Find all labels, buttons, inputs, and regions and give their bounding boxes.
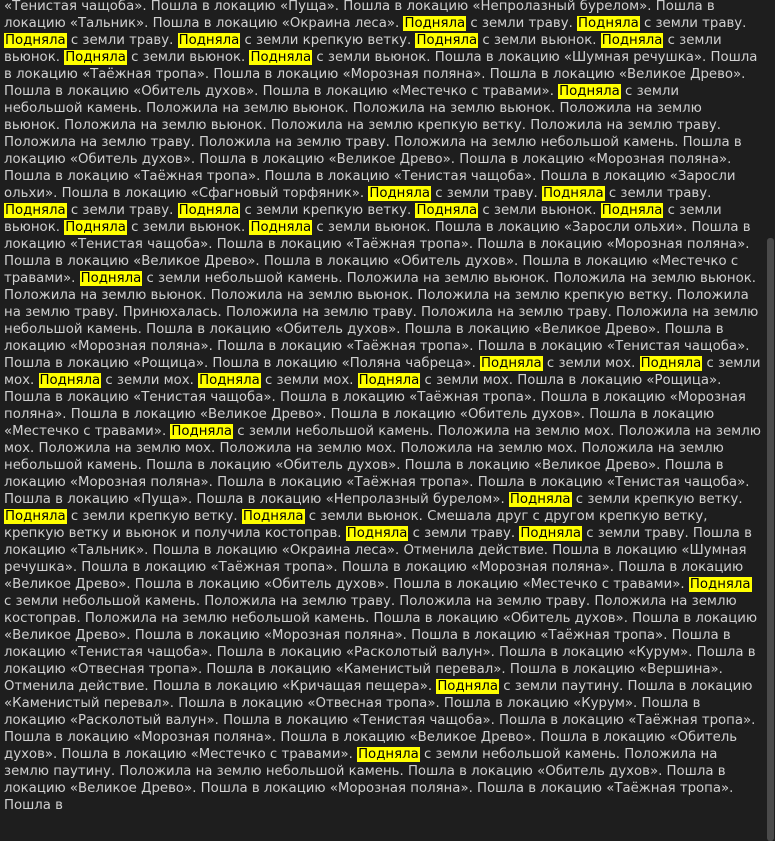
highlighted-keyword: Подняла <box>542 186 604 201</box>
highlighted-keyword: Подняла <box>65 220 126 235</box>
highlighted-keyword: Подняла <box>5 509 66 524</box>
highlighted-keyword: Подняла <box>80 271 142 286</box>
highlighted-keyword: Подняла <box>250 50 312 65</box>
highlighted-keyword: Подняла <box>481 356 542 371</box>
log-text-run: с земли траву. <box>66 33 178 48</box>
log-text-run: с земли небольшой камень. Положила на землю мох. Положила на землю мох. Положила на землю мох. Положила на землю мох. Положила на землю мох. Положила на землю небольшой камень. Пошла в локацию «Обитель духов». Пошла в локацию «Великое Древо». Пошла в локацию «Морозная поляна». Пошла в локацию «Таёжная тропа». Пошла в локацию «Тенистая чащоба». Пошла в локацию «Пуща». Пошла в локацию «Непролазный бурелом». <box>4 424 761 507</box>
highlighted-keyword: Подняла <box>689 577 751 592</box>
log-text-run: с земли траву. Пошла в локацию «Тальник». Пошла в локацию «Окраина леса». Отменила действие. Пошла в локацию «Шумная речушка». Пошла в локацию «Таёжная тропа». Пошла в локацию «Морозная поляна». Пошла в локацию «Великое Древо». Пошла в локацию «Обитель духов». Пошла в локацию «Местечко с травами». <box>4 526 752 592</box>
highlighted-keyword: Подняла <box>346 526 408 541</box>
log-text-run: с земли вьюнок. Пошла в локацию «Шумная речушка». Пошла в локацию «Таёжная тропа». Пошла в локацию «Морозная поляна». Пошла в локацию «Великое Древо». Пошла в локацию «Обитель духов». Пошла в локацию «Местечко с травами». <box>4 50 758 99</box>
log-text-run: с земли небольшой камень. Положила на землю траву. Положила на землю траву. Положила на землю костоправ. Положила на землю небольшой камень. Пошла в локацию «Обитель духов». Пошла в локацию «Великое Древо». Пошла в локацию «Морозная поляна». Пошла в локацию «Таёжная тропа». Пошла в локацию «Тенистая чащоба». Пошла в локацию «Расколотый валун». Пошла в локацию «Курум». Пошла в локацию «Отвесная тропа». Пошла в локацию «Каменистый перевал». Пошла в локацию «Вершина». Отменила действие. Пошла в локацию «Кричащая пещера». <box>4 594 758 694</box>
log-text-run: с земли вьюнок. <box>126 50 250 65</box>
log-text-run: с земли траву. <box>431 186 542 201</box>
log-text-run: с земли крепкую ветку. <box>240 33 416 48</box>
log-text-run: с земли паутину. Пошла в локацию «Каменистый перевал». Пошла в локацию «Отвесная тропа». Пошла в локацию «Курум». Пошла в локацию «Расколотый валун». Пошла в локацию «Тенистая чащоба». Пошла в локацию «Таёжная тропа». Пошла в локацию «Морозная поляна». Пошла в локацию «Великое Древо». Пошла в локацию «Обитель духов». Пошла в локацию «Местечко с травами». <box>4 679 756 762</box>
log-text-run: с земли траву. <box>639 16 747 31</box>
log-text-run: с земли крепкую ветку. <box>571 492 743 507</box>
log-text-run: с земли вьюнок. Смешала друг с другом крепкую ветку, крепкую ветку и вьюнок и получила костоправ. <box>4 509 708 541</box>
log-text-run: с земли траву. <box>408 526 520 541</box>
highlighted-keyword: Подняла <box>369 186 431 201</box>
scrollbar-thumb[interactable] <box>767 238 774 841</box>
log-text-run: с земли вьюнок. Пошла в локацию «Заросли ольхи». Пошла в локацию «Тенистая чащоба». Пошла в локацию «Таёжная тропа». Пошла в локацию «Морозная поляна». Пошла в локацию «Великое Древо». Пошла в локацию «Обитель духов». Пошла в локацию «Местечко с травами». <box>4 220 751 286</box>
action-log-text <box>4 0 761 814</box>
log-text-run: с земли небольшой камень. Положила на землю вьюнок. Положила на землю вьюнок. Положила на землю вьюнок. Положила на землю вьюнок. Положила на землю крепкую ветку. Положила на землю траву. Положила на землю траву. Положила на землю траву. Положила на землю небольшой камень. Пошла в локацию «Обитель духов». Пошла в локацию «Великое Древо». Пошла в локацию «Морозная поляна». Пошла в локацию «Таёжная тропа». Пошла в локацию «Тенистая чащоба». Пошла в локацию «Заросли ольхи». Пошла в локацию «Сфагновый торфяник». <box>4 84 742 201</box>
log-text-run: с земли мох. <box>101 373 199 388</box>
log-text-run: с земли мох. <box>260 373 358 388</box>
highlighted-keyword: Подняла <box>199 373 260 388</box>
highlighted-keyword: Подняла <box>601 33 663 48</box>
highlighted-keyword: Подняла <box>601 203 663 218</box>
highlighted-keyword: Подняла <box>578 16 639 31</box>
log-text-run: с земли мох. <box>4 356 761 388</box>
highlighted-keyword: Подняла <box>5 33 66 48</box>
highlighted-keyword: Подняла <box>559 84 620 99</box>
highlighted-keyword: Подняла <box>178 33 240 48</box>
log-text-run: с земли небольшой камень. Положила на землю вьюнок. Положила на землю вьюнок. Положила на землю вьюнок. Положила на землю вьюнок. Положила на землю крепкую ветку. Положила на землю траву. Принюхалась. Положила на землю траву. Положила на землю траву. Положила на землю небольшой камень. Пошла в локацию «Обитель духов». Пошла в локацию «Великое Древо». Пошла в локацию «Морозная поляна». Пошла в локацию «Таёжная тропа». Пошла в локацию «Тенистая чащоба». Пошла в локацию «Рощица». Пошла в локацию «Поляна чабреца». <box>4 271 759 371</box>
log-text-run: с земли вьюнок. <box>478 203 601 218</box>
highlighted-keyword: Подняла <box>437 679 498 694</box>
highlighted-keyword: Подняла <box>5 203 66 218</box>
log-text-run: с земли небольшой камень. Положила на землю паутину. Положила на землю небольшой камень. Пошла в локацию «Обитель духов». Пошла в локацию «Великое Древо». Пошла в локацию «Морозная поляна». Пошла в локацию «Таёжная тропа». Пошла в <box>4 747 734 813</box>
log-text-run: с земли вьюнок. <box>478 33 601 48</box>
log-text-run: с земли мох. Пошла в локацию «Рощица». Пошла в локацию «Тенистая чащоба». Пошла в локацию «Таёжная тропа». Пошла в локацию «Морозная поляна». Пошла в локацию «Великое Древо». Пошла в локацию «Обитель духов». Пошла в локацию «Местечко с травами». <box>4 373 746 439</box>
log-text-run: с земли траву. <box>604 186 712 201</box>
scrollbar-track[interactable] <box>766 0 775 841</box>
highlighted-keyword: Подняла <box>171 424 233 439</box>
log-text-run: с земли крепкую ветку. <box>66 509 242 524</box>
highlighted-keyword: Подняла <box>65 50 126 65</box>
log-text-run: «Тенистая чащоба». Пошла в локацию «Пуща». Пошла в локацию «Непролазный бурелом». Пошла в локацию «Тальник». Пошла в локацию «Окраина леса». <box>4 0 715 31</box>
highlighted-keyword: Подняла <box>250 220 312 235</box>
log-text-run: с земли вьюнок. <box>4 33 722 65</box>
log-text-run: с земли траву. <box>66 203 178 218</box>
highlighted-keyword: Подняла <box>404 16 466 31</box>
highlighted-keyword: Подняла <box>416 203 478 218</box>
highlighted-keyword: Подняла <box>416 33 478 48</box>
highlighted-keyword: Подняла <box>358 747 419 762</box>
highlighted-keyword: Подняла <box>509 492 571 507</box>
highlighted-keyword: Подняла <box>178 203 240 218</box>
log-text-run: с земли вьюнок. <box>126 220 250 235</box>
log-text-run: с земли мох. <box>542 356 640 371</box>
highlighted-keyword: Подняла <box>39 373 101 388</box>
highlighted-keyword: Подняла <box>242 509 304 524</box>
highlighted-keyword: Подняла <box>520 526 582 541</box>
log-text-run: с земли траву. <box>466 16 578 31</box>
log-text-run: с земли крепкую ветку. <box>240 203 416 218</box>
highlighted-keyword: Подняла <box>358 373 420 388</box>
highlighted-keyword: Подняла <box>640 356 702 371</box>
log-text-run: с земли вьюнок. <box>4 203 722 235</box>
